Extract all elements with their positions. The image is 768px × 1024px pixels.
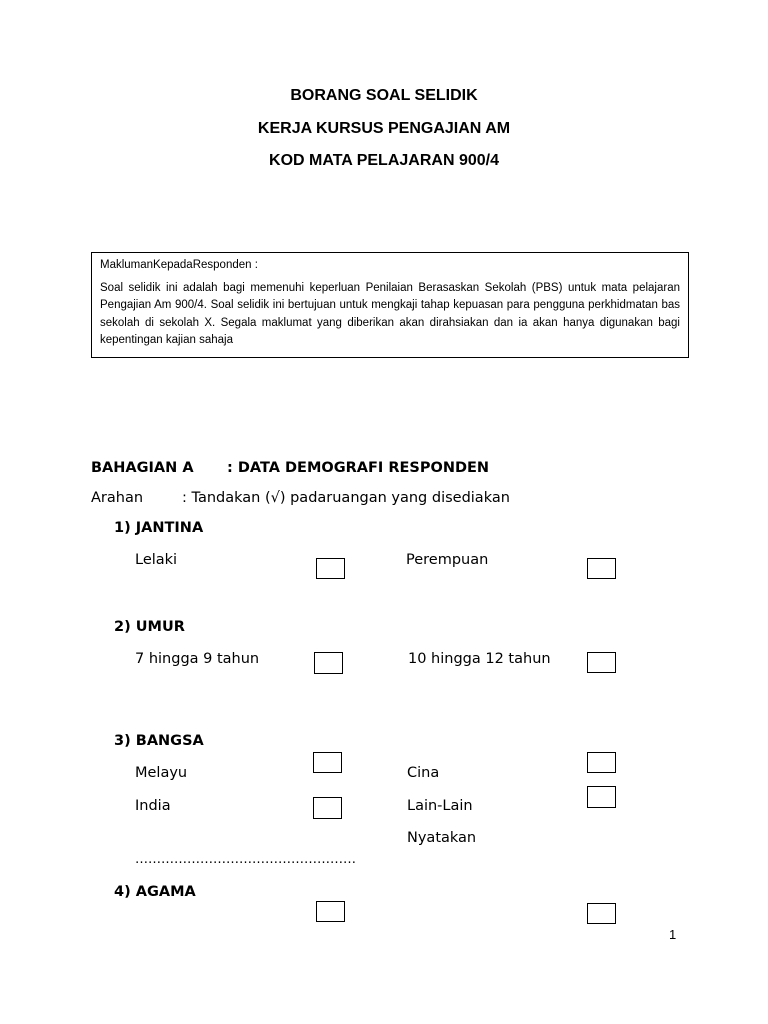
specify-label: Nyatakan bbox=[407, 830, 477, 846]
section-a-label: BAHAGIAN A bbox=[91, 460, 194, 476]
option-lelaki-checkbox[interactable] bbox=[316, 558, 345, 579]
option-india-label: India bbox=[135, 798, 171, 814]
specify-dotted-line[interactable]: …………………………………………… bbox=[135, 852, 356, 867]
instruction-text: : Tandakan (√) padaruangan yang disediakan bbox=[182, 490, 510, 506]
option-agama-2-checkbox[interactable] bbox=[587, 903, 616, 924]
instruction-label: Arahan bbox=[91, 490, 144, 506]
option-cina-checkbox[interactable] bbox=[587, 752, 616, 773]
question-4-title: 4) AGAMA bbox=[114, 884, 196, 900]
option-lelaki-label: Lelaki bbox=[135, 552, 178, 568]
option-agama-1-checkbox[interactable] bbox=[316, 901, 345, 922]
option-age-7-9-checkbox[interactable] bbox=[314, 652, 343, 674]
option-age-7-9-label: 7 hingga 9 tahun bbox=[135, 651, 260, 667]
option-age-10-12-checkbox[interactable] bbox=[587, 652, 616, 673]
option-lain-lain-label: Lain-Lain bbox=[407, 798, 473, 814]
option-melayu-checkbox[interactable] bbox=[313, 752, 342, 773]
option-perempuan-checkbox[interactable] bbox=[587, 558, 616, 579]
option-india-checkbox[interactable] bbox=[313, 797, 342, 819]
notice-text: Soal selidik ini adalah bagi memenuhi keperluan Penilaian Berasaskan Sekolah (PBS) untuk mata pelajaran Pengajian Am 900/4. Soal selidik ini bertujuan untuk mengkaji tahap kepuasan para pengguna perkhidmatan bas sekolah di sekolah X. Segala maklumat yang diberikan akan dirahsiakan dan ia akan hanya digunakan bagi kepentingan kajian sahaja bbox=[100, 281, 680, 346]
section-a-title: : DATA DEMOGRAFI RESPONDEN bbox=[227, 460, 490, 476]
option-age-10-12-label: 10 hingga 12 tahun bbox=[408, 651, 551, 667]
option-lain-lain-checkbox[interactable] bbox=[587, 786, 616, 808]
respondent-notice-box bbox=[91, 252, 689, 358]
notice-heading: MaklumanKepadaResponden : bbox=[100, 259, 258, 271]
page-number: 1 bbox=[669, 927, 677, 942]
option-perempuan-label: Perempuan bbox=[406, 552, 489, 568]
question-1-title: 1) JANTINA bbox=[114, 520, 204, 536]
option-cina-label: Cina bbox=[407, 765, 440, 781]
form-subtitle: KERJA KURSUS PENGAJIAN AM bbox=[257, 120, 511, 137]
question-2-title: 2) UMUR bbox=[114, 619, 185, 635]
option-melayu-label: Melayu bbox=[135, 765, 188, 781]
question-3-title: 3) BANGSA bbox=[114, 733, 204, 749]
form-title: BORANG SOAL SELIDIK bbox=[290, 87, 478, 104]
subject-code: KOD MATA PELAJARAN 900/4 bbox=[269, 152, 499, 169]
